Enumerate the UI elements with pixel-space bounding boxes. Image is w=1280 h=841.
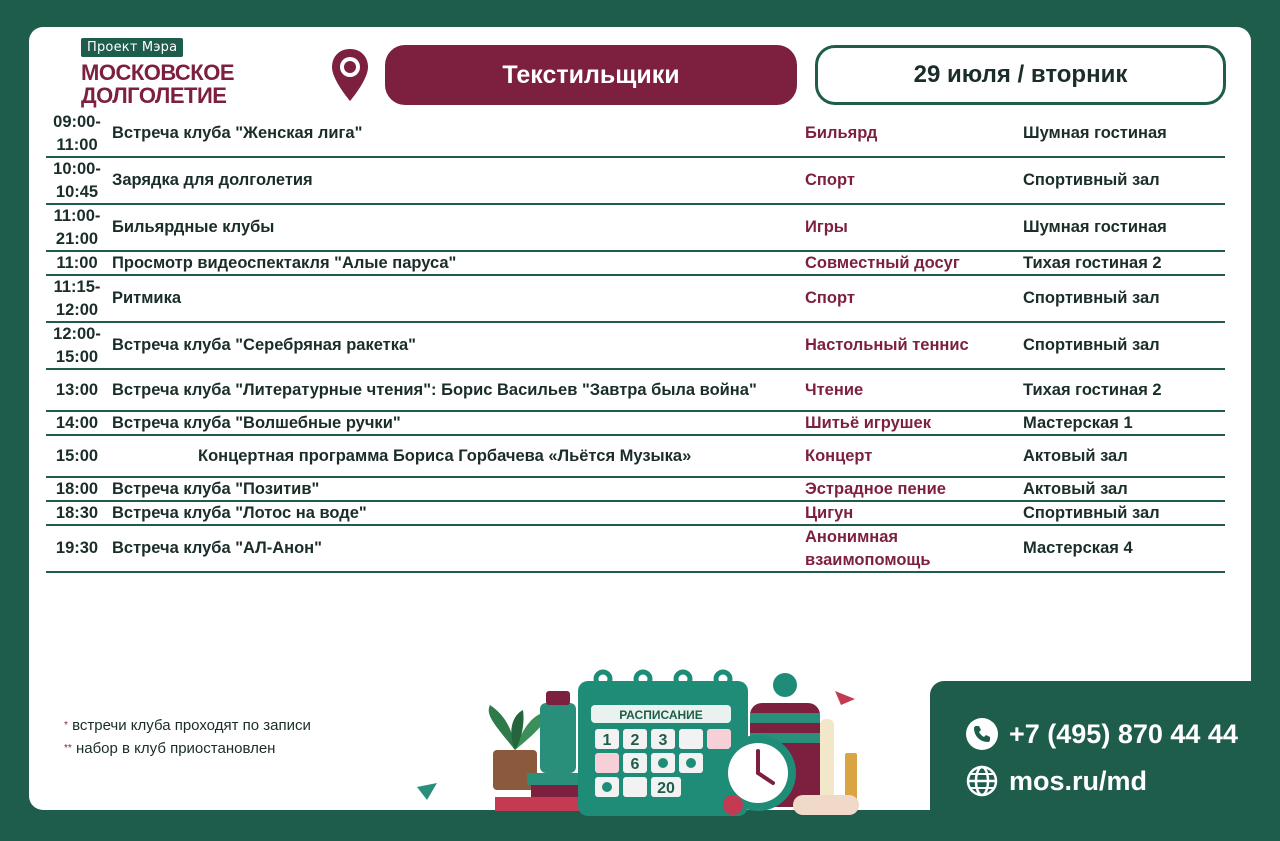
phone-icon xyxy=(965,717,999,751)
logo-badge: Проект Мэра xyxy=(81,38,183,57)
schedule-category: Шитьё игрушек xyxy=(805,413,931,432)
phone-number[interactable]: +7 (495) 870 44 44 xyxy=(1009,718,1238,749)
schedule-room: Тихая гостиная 2 xyxy=(1023,253,1162,272)
schedule-room: Тихая гостиная 2 xyxy=(1023,380,1162,399)
schedule-event: Просмотр видеоспектакля "Алые паруса" xyxy=(112,253,457,272)
schedule-event: Встреча клуба "Лотос на воде" xyxy=(112,503,367,522)
schedule-row xyxy=(46,276,1225,323)
calendar-cell-2: 2 xyxy=(630,732,640,749)
schedule-row xyxy=(46,111,1225,158)
schedule-time: 14:00 xyxy=(55,413,99,432)
calendar-cell-20: 20 xyxy=(657,780,675,797)
calendar-label: РАСПИСАНИЕ xyxy=(619,708,703,722)
calendar-cell-1: 1 xyxy=(602,732,612,749)
location-pin-icon xyxy=(330,47,370,103)
footnotes xyxy=(64,714,311,760)
schedule-room: Спортивный зал xyxy=(1023,289,1160,307)
phone-contact[interactable] xyxy=(965,717,1238,751)
schedule-time: 11:15- 12:00 xyxy=(53,277,101,319)
schedule-event: Зарядка для долголетия xyxy=(112,171,313,189)
schedule-category: Совместный досуг xyxy=(805,253,960,272)
schedule-row xyxy=(46,205,1225,252)
bottle-icon xyxy=(540,703,576,773)
schedule-event: Встреча клуба "Серебряная ракетка" xyxy=(112,336,417,354)
schedule-event: Ритмика xyxy=(112,289,182,307)
schedule-room: Спортивный зал xyxy=(1023,503,1160,522)
schedule-category: Бильярд xyxy=(805,124,878,142)
schedule-category: Концерт xyxy=(805,446,873,465)
schedule-category: Спорт xyxy=(805,289,855,307)
date-title: 29 июля / вторник xyxy=(815,45,1226,105)
books-icon xyxy=(527,773,583,785)
schedule-event: Встреча клуба "Литературные чтения": Борис Васильев "Завтра была война" xyxy=(112,380,757,399)
calendar-cell-3: 3 xyxy=(658,732,668,749)
schedule-category: Эстрадное пение xyxy=(805,479,946,498)
schedule-row xyxy=(46,526,1225,573)
pencil-icon xyxy=(820,719,834,799)
schedule-room: Спортивный зал xyxy=(1023,336,1160,354)
schedule-time: 18:30 xyxy=(55,503,99,522)
schedule-category: Игры xyxy=(805,218,848,236)
globe-icon xyxy=(965,764,999,798)
schedule-time: 10:00- 10:45 xyxy=(53,159,101,201)
schedule-row xyxy=(46,436,1225,478)
footnote-1: * встречи клуба проходят по записи xyxy=(64,717,311,734)
schedule-row xyxy=(46,412,1225,436)
schedule-time: 11:00- 21:00 xyxy=(53,206,101,248)
schedule-room: Спортивный зал xyxy=(1023,171,1160,189)
schedule-table xyxy=(46,111,1225,573)
footer-green-panel xyxy=(930,681,1280,841)
calendar-illustration xyxy=(395,655,895,825)
schedule-category: Анонимная взаимопомощь xyxy=(805,527,931,569)
schedule-event: Встреча клуба "Женская лига" xyxy=(112,124,363,142)
schedule-row xyxy=(46,158,1225,205)
schedule-time: 13:00 xyxy=(55,380,99,399)
schedule-room: Мастерская 4 xyxy=(1023,539,1133,557)
schedule-row xyxy=(46,502,1225,526)
schedule-row xyxy=(46,323,1225,370)
schedule-time: 15:00 xyxy=(55,446,99,465)
logo[interactable] xyxy=(81,36,234,107)
schedule-room: Актовый зал xyxy=(1023,479,1128,498)
schedule-event: Встреча клуба "Позитив" xyxy=(112,479,320,498)
site-contact[interactable] xyxy=(965,764,1147,798)
schedule-row xyxy=(46,252,1225,276)
schedule-row xyxy=(46,478,1225,502)
schedule-time: 18:00 xyxy=(55,479,99,498)
schedule-category: Чтение xyxy=(805,380,864,399)
logo-line-1: МОСКОВСКОЕ xyxy=(81,60,235,85)
schedule-event: Встреча клуба "Волшебные ручки" xyxy=(112,413,401,432)
schedule-category: Цигун xyxy=(805,503,854,522)
schedule-room: Актовый зал xyxy=(1023,446,1128,465)
schedule-room: Мастерская 1 xyxy=(1023,413,1133,432)
schedule-row xyxy=(46,370,1225,412)
schedule-time: 12:00- 15:00 xyxy=(53,324,101,366)
schedule-category: Спорт xyxy=(805,171,855,189)
schedule-room: Шумная гостиная xyxy=(1023,124,1167,142)
schedule-event: Концертная программа Бориса Горбачева «Льётся Музыка» xyxy=(198,446,692,465)
schedule-time: 19:30 xyxy=(55,539,99,557)
schedule-time: 09:00- 11:00 xyxy=(53,112,101,154)
footnote-2: ** набор в клуб приостановлен xyxy=(64,740,276,757)
location-title: Текстильщики xyxy=(385,45,797,105)
schedule-event: Встреча клуба "АЛ-Анон" xyxy=(112,539,322,557)
schedule-room: Шумная гостиная xyxy=(1023,218,1167,236)
site-url[interactable]: mos.ru/md xyxy=(1009,765,1148,796)
schedule-category: Настольный теннис xyxy=(805,336,969,354)
schedule-time: 11:00 xyxy=(56,253,98,272)
logo-line-2: ДОЛГОЛЕТИЕ xyxy=(81,83,227,108)
calendar-cell-6: 6 xyxy=(630,756,640,773)
schedule-event: Бильярдные клубы xyxy=(112,218,275,236)
